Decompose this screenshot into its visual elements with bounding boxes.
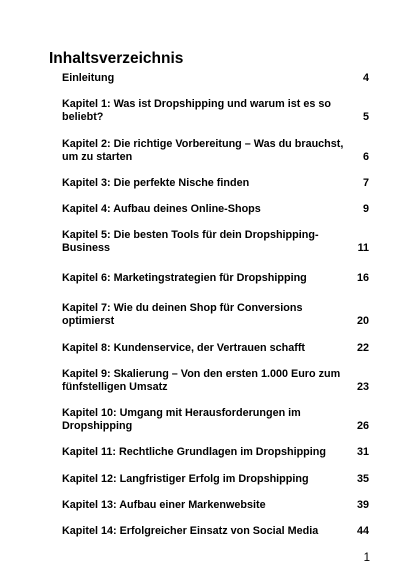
toc-entry-title: Kapitel 4: Aufbau deines Online-Shops [62,203,261,215]
toc-entry-page: 39 [356,499,369,511]
toc-entry-kapitel-2[interactable] [62,138,369,164]
toc-entry-page: 23 [356,381,369,393]
toc-entry-page: 7 [362,177,369,189]
toc-entry-title: Kapitel 1: Was ist Dropshipping und warum ist es so beliebt? [62,98,331,123]
toc-entry-title: Kapitel 5: Die besten Tools für dein Dropshipping-Business [62,229,319,254]
toc-entry-kapitel-11[interactable] [62,446,369,459]
toc-entry-title: Kapitel 9: Skalierung – Von den ersten 1.000 Euro zum fünfstelligen Umsatz [62,368,341,393]
toc-entry-title: Kapitel 8: Kundenservice, der Vertrauen schafft [62,342,306,354]
toc-entry-title: Kapitel 7: Wie du deinen Shop für Conversions optimierst [62,302,303,327]
toc-entry-title: Einleitung [62,72,115,84]
toc-entry-page: 20 [356,315,369,327]
toc-entry-page: 35 [356,473,369,485]
toc-entry-page: 31 [356,446,369,458]
toc-entry-title: Kapitel 14: Erfolgreicher Einsatz von Social Media [62,525,319,537]
page-number: 1 [363,552,370,564]
toc-entry-kapitel-8[interactable] [62,342,369,355]
toc-entry-page: 26 [356,420,369,432]
toc-entry-page: 11 [357,242,369,254]
toc-entry-title: Kapitel 3: Die perfekte Nische finden [62,177,250,189]
toc-entry-title: Kapitel 11: Rechtliche Grundlagen im Dropshipping [62,446,326,458]
toc-entry-kapitel-12[interactable] [62,473,369,486]
toc-entry-kapitel-5[interactable] [62,229,369,255]
toc-entry-kapitel-3[interactable] [62,177,369,190]
toc-entry-title: Kapitel 13: Aufbau einer Markenwebsite [62,499,266,511]
toc-entry-page: 16 [356,272,369,284]
page-title: Inhaltsverzeichnis [49,50,184,67]
toc-entry-kapitel-14[interactable] [62,525,369,538]
toc-entry-page: 44 [356,525,369,537]
toc-entry-kapitel-7[interactable] [62,302,369,328]
toc-entry-kapitel-4[interactable] [62,203,369,216]
toc-entry-kapitel-1[interactable] [62,98,369,124]
toc-entry-kapitel-6[interactable] [62,272,369,285]
toc-entry-title: Kapitel 2: Die richtige Vorbereitung – Was du brauchst, um zu starten [62,138,344,163]
toc-entry-page: 9 [362,203,369,215]
toc-entry-title: Kapitel 6: Marketingstrategien für Dropshipping [62,272,307,284]
toc-entry-page: 4 [362,72,369,84]
toc-entry-einleitung[interactable] [62,72,369,85]
toc-entry-page: 22 [356,342,369,354]
toc-entry-kapitel-13[interactable] [62,499,369,512]
toc-entry-title: Kapitel 12: Langfristiger Erfolg im Dropshipping [62,473,309,485]
toc-entry-page: 5 [362,111,369,123]
toc-entry-kapitel-9[interactable] [62,368,369,394]
toc-entry-title: Kapitel 10: Umgang mit Herausforderungen im Dropshipping [62,407,301,432]
toc-entry-page: 6 [362,151,369,163]
toc-entry-kapitel-10[interactable] [62,407,369,433]
